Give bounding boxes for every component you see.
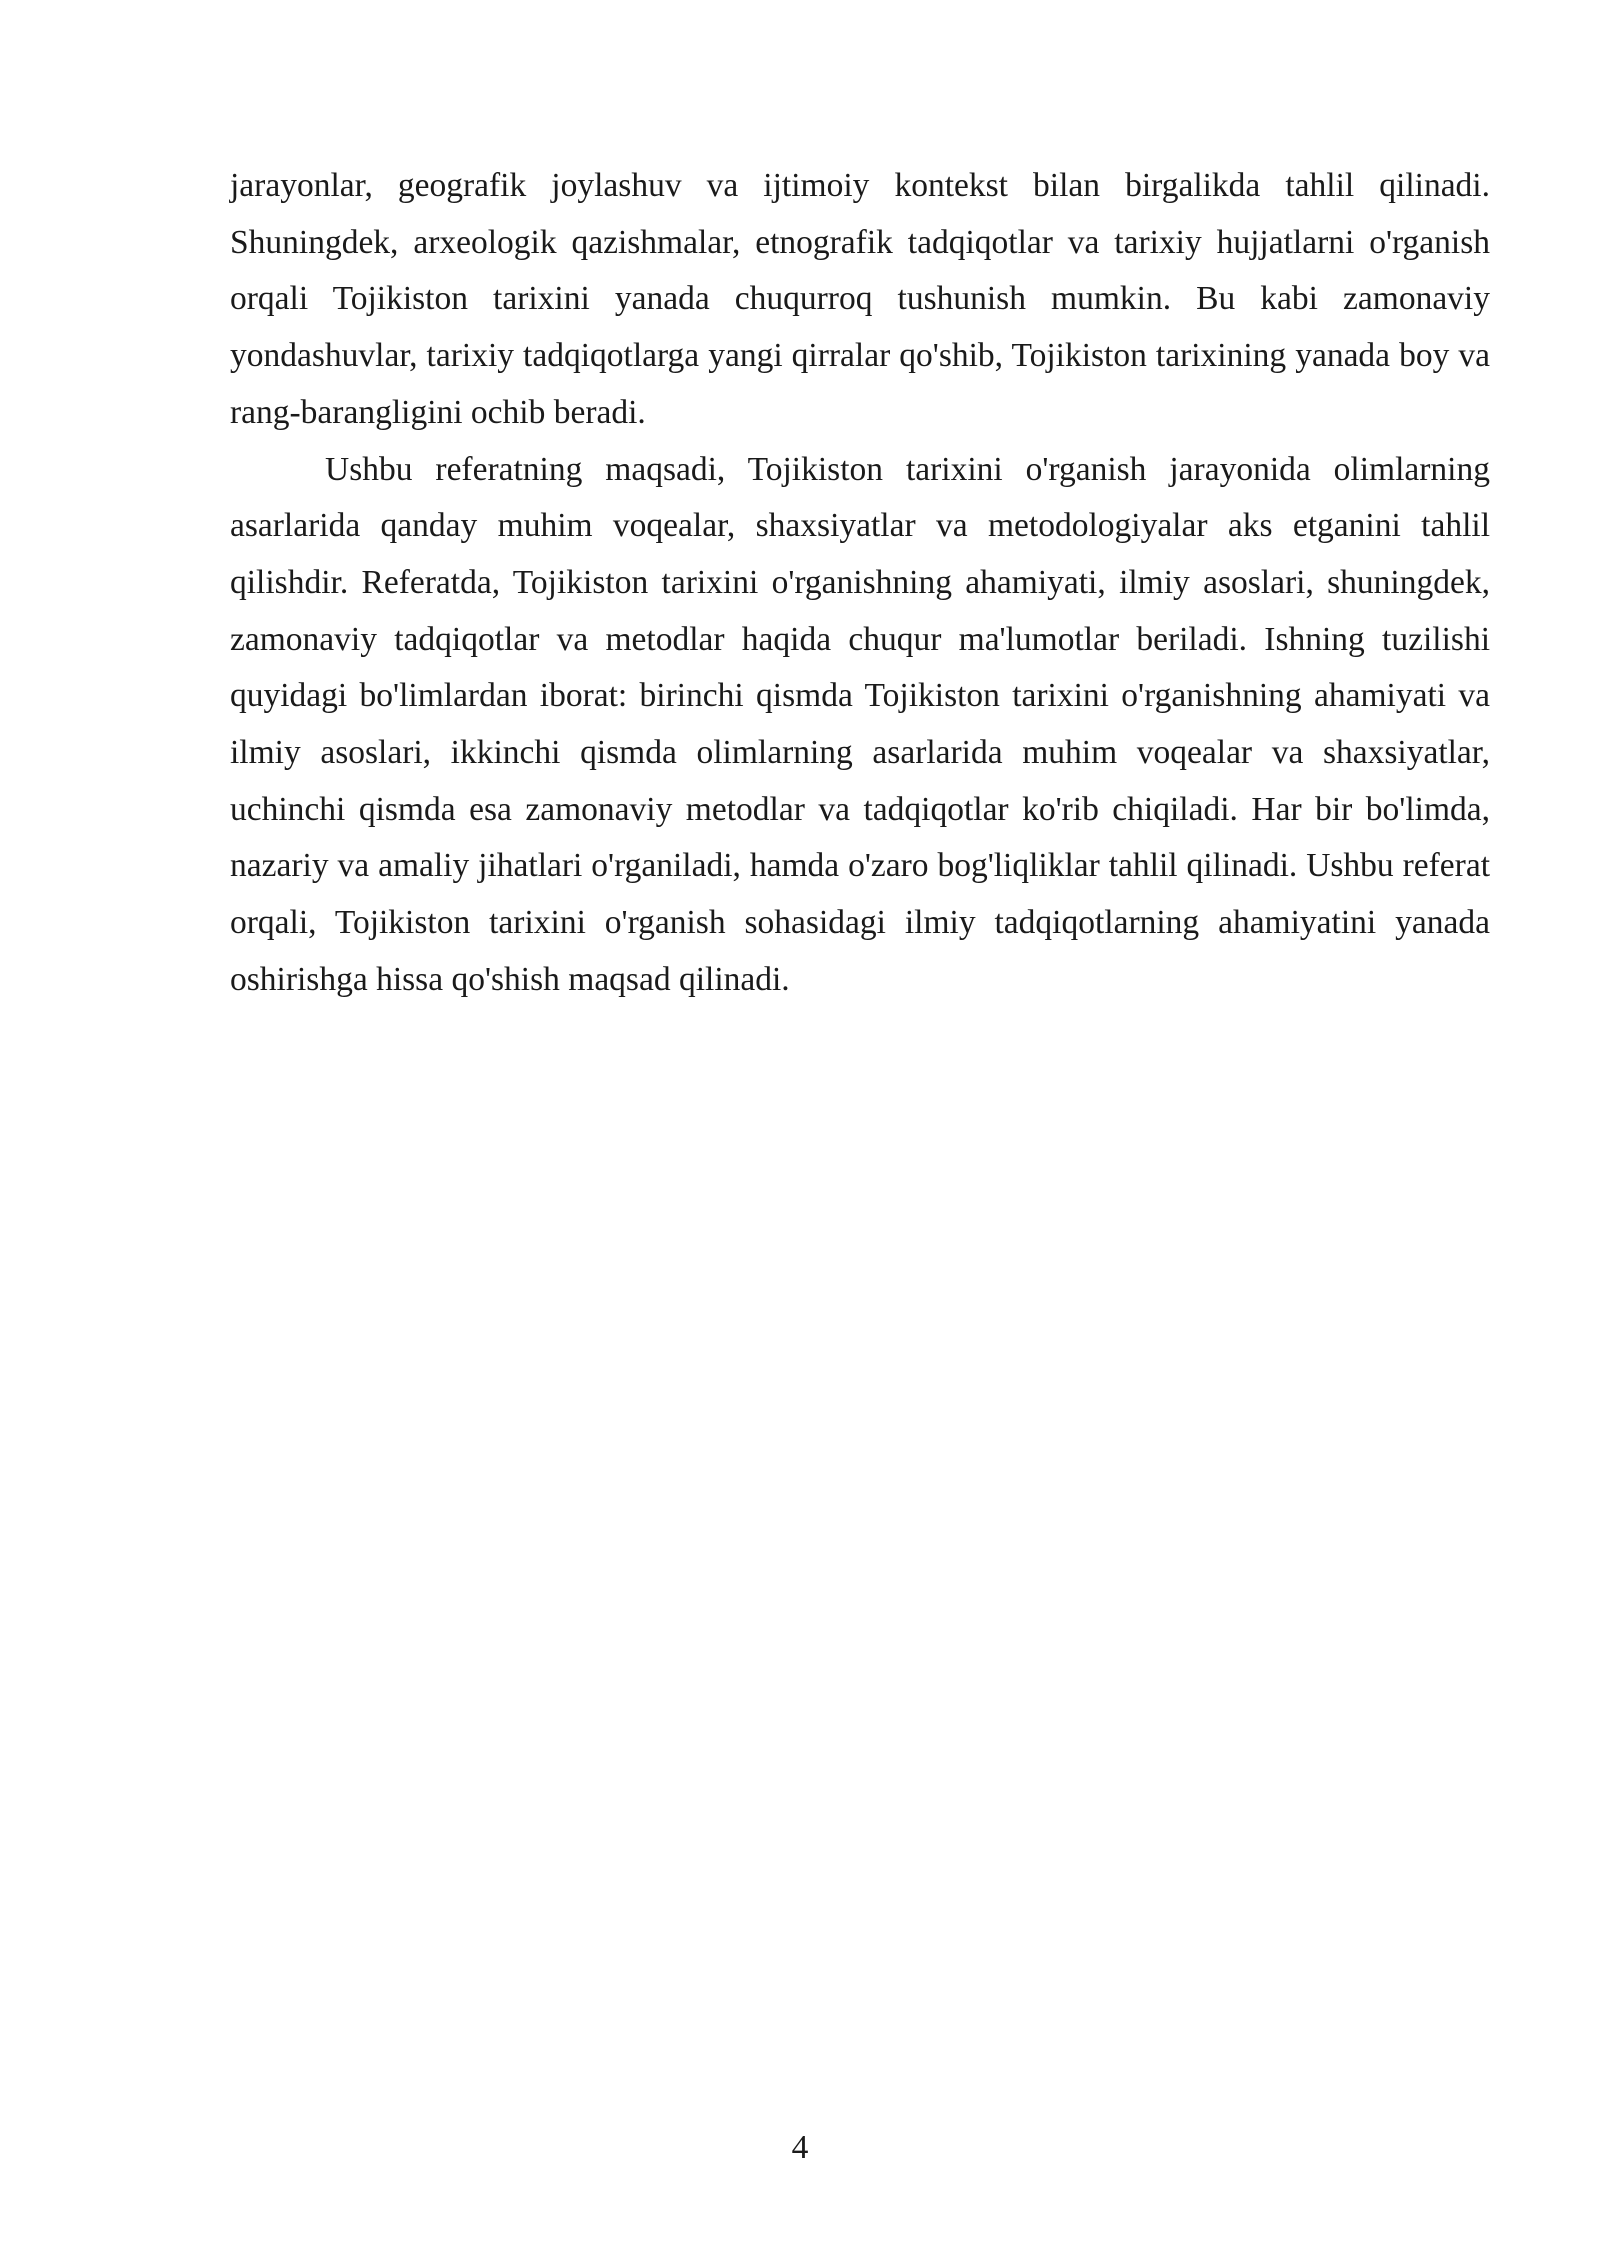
paragraph-purpose: Ushbu referatning maqsadi, Tojikiston tarixini o'rganish jarayonida olimlarning asarlarida qanday muhim voqealar, shaxsiyatlar va metodologiyalar aks etganini tahlil qilishdir. Referatda, Tojikiston tarixini o'rganishning ahamiyati, ilmiy asoslari, shuningdek, zamonaviy tadqiqotlar va metodlar haqida chuqur ma'lumotlar beriladi. Ishning tuzilishi quyidagi bo'limlardan iborat: birinchi qismda Tojikiston tarixini o'rganishning ahamiyati va ilmiy asoslari, ikkinchi qismda olimlarning asarlarida muhim voqealar va shaxsiyatlar, uchinchi qismda esa zamonaviy metodlar va tadqiqotlar ko'rib chiqiladi. Har bir bo'limda, nazariy va amaliy jihatlari o'rganiladi, hamda o'zaro bog'liqliklar tahlil qilinadi. Ushbu referat orqali, Tojikiston tarixini o'rganish sohasidagi ilmiy tadqiqotlarning ahamiyatini yanada oshirishga hissa qo'shish maqsad qilinadi. [230,450,1490,998]
body-text [230,158,1490,1009]
page-number: 4 [791,2129,809,2166]
paragraph-continuation: jarayonlar, geografik joylashuv va ijtimoiy kontekst bilan birgalikda tahlil qilinadi. Shuningdek, arxeologik qazishmalar, etnografik tadqiqotlar va tarixiy hujjatlarni o'rganish orqali Tojikiston tarixini yanada chuqurroq tushunish mumkin. Bu kabi zamonaviy yondashuvlar, tarixiy tadqiqotlarga yangi qirralar qo'shib, Tojikiston tarixining yanada boy va rang-barangligini ochib beradi. [230,167,1490,431]
